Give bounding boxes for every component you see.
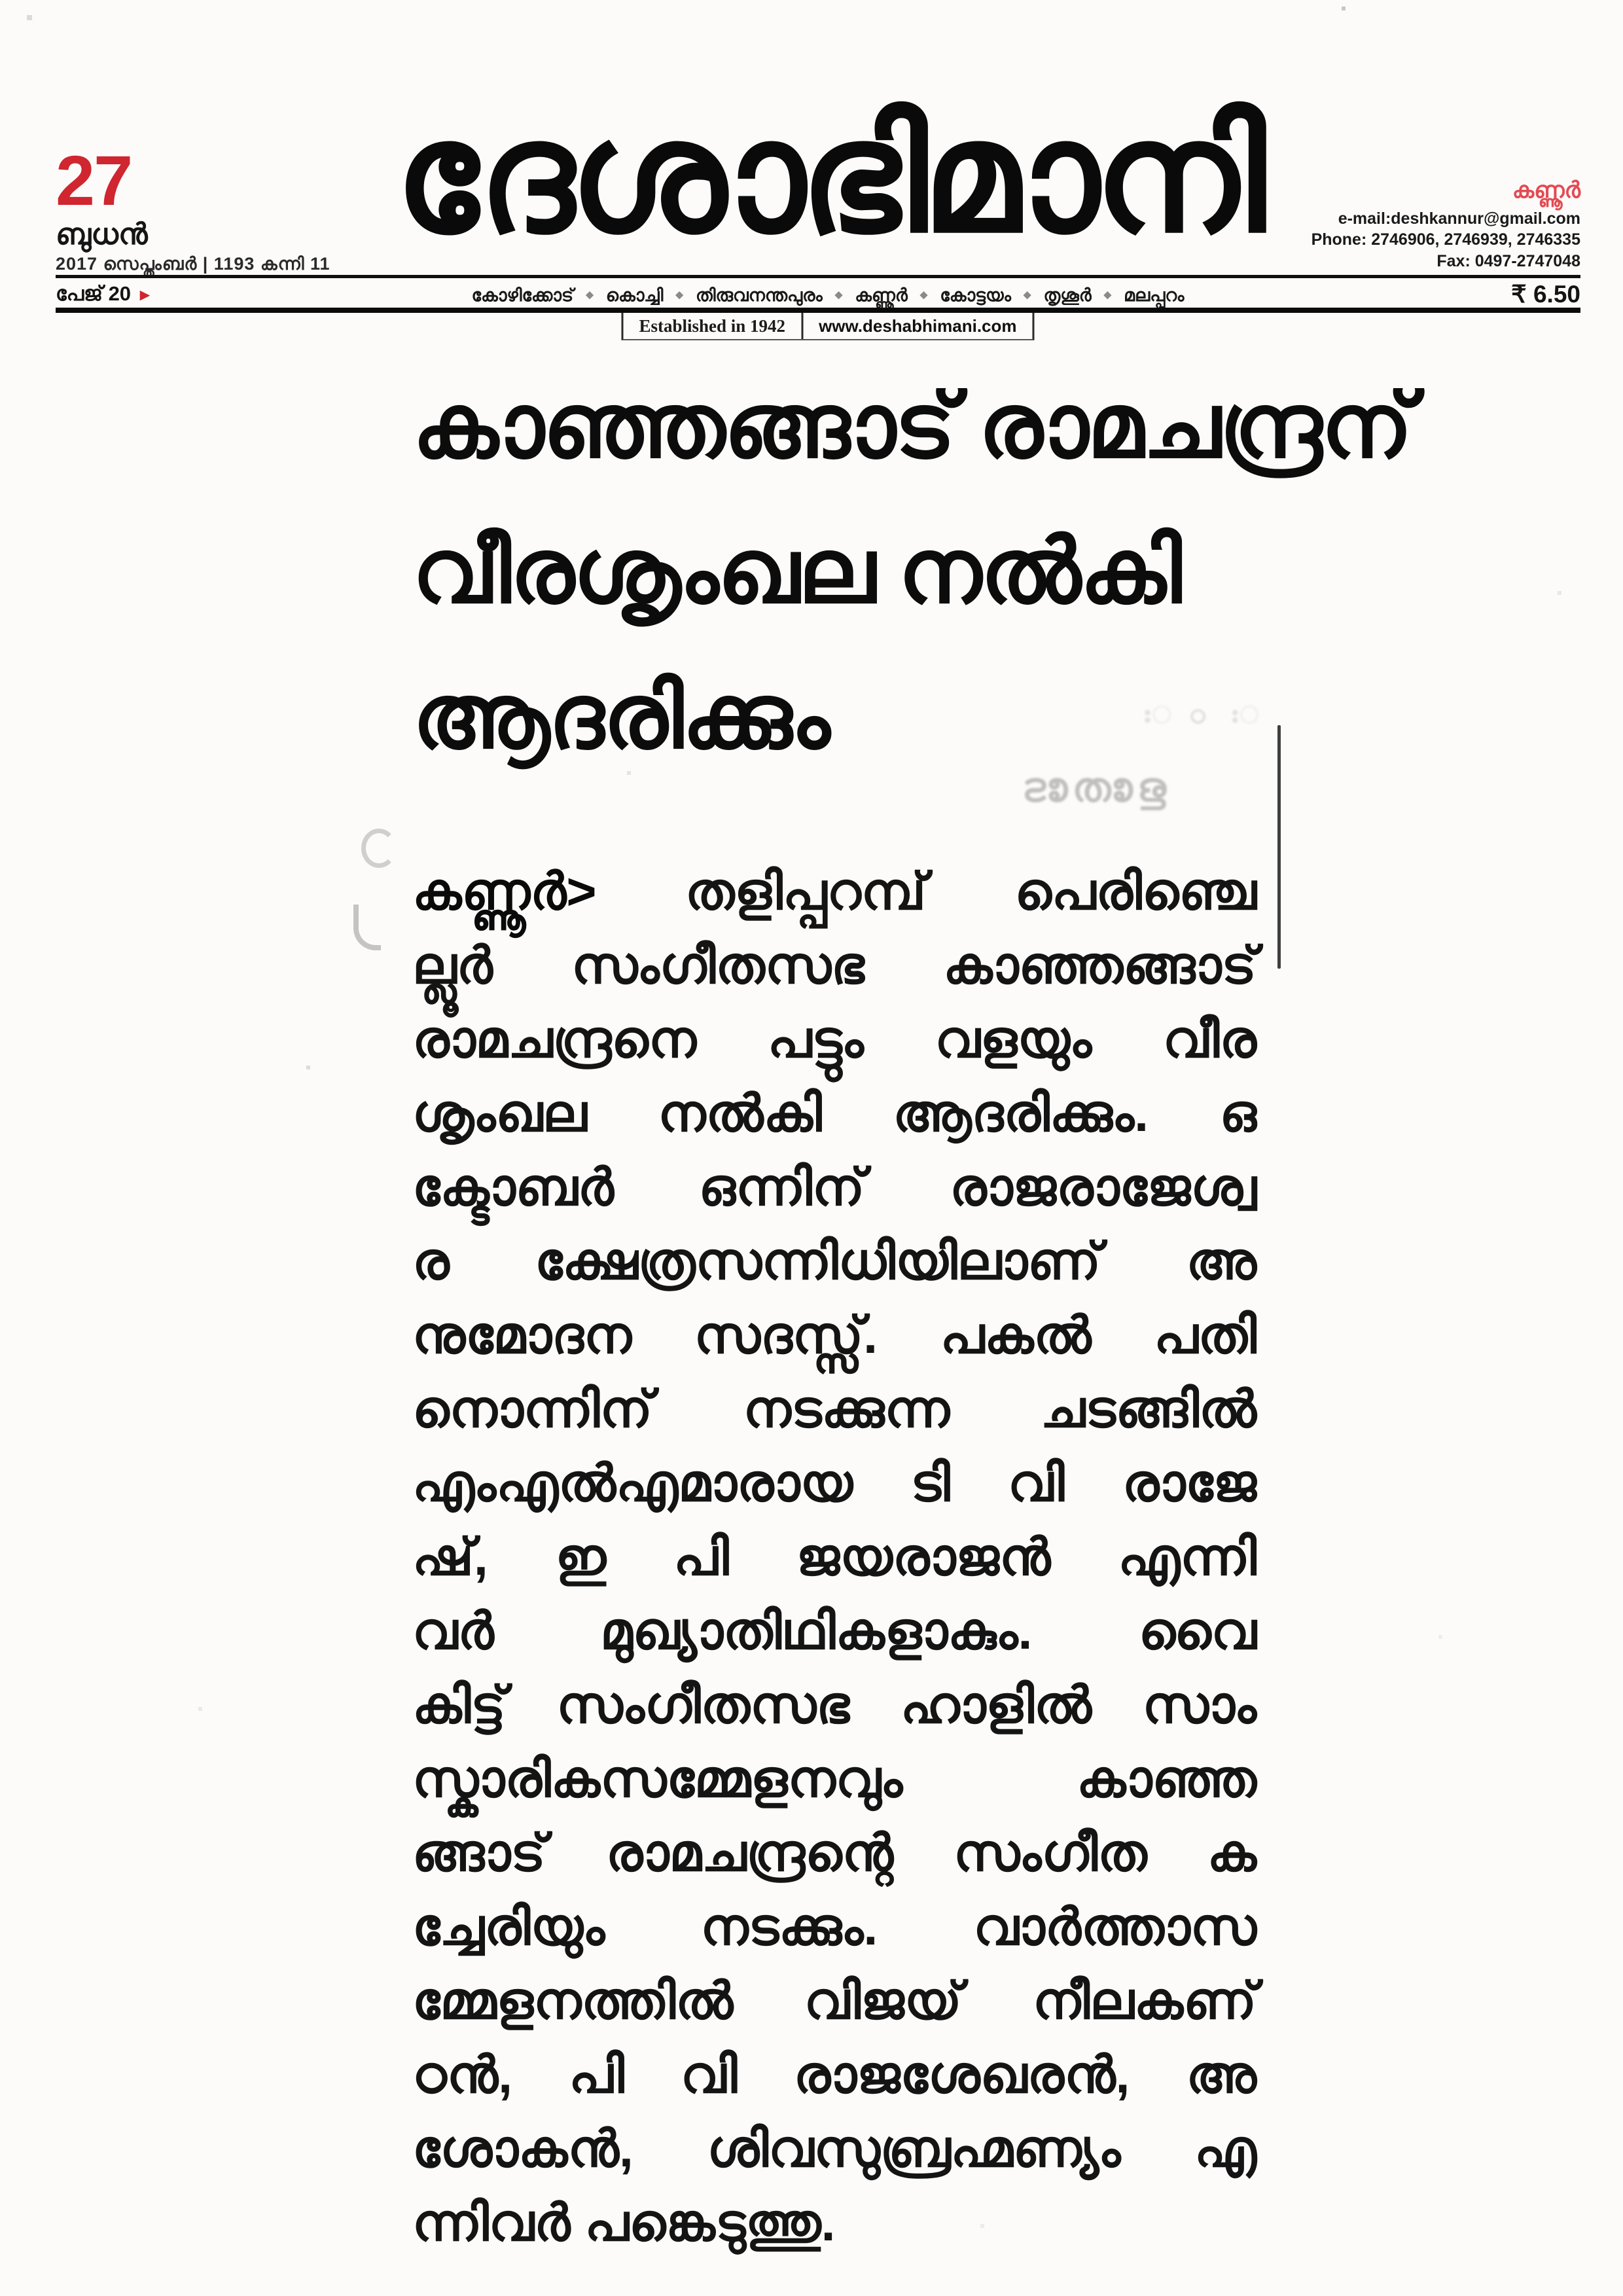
city-item: കൊച്ചി bbox=[605, 285, 664, 305]
dateline-label: കണ്ണൂർ> bbox=[412, 862, 597, 920]
body-line: ച്ചേരിയും നടക്കും. വാർത്താസ bbox=[412, 1897, 1257, 1956]
body-line: നുമോദന സദസ്സ്. പകൽ പതി bbox=[412, 1306, 1257, 1364]
established-label: Established in 1942 bbox=[623, 313, 803, 339]
date-day: 27 bbox=[56, 141, 132, 220]
body-line bbox=[412, 854, 1257, 928]
scan-specks-artifact bbox=[0, 0, 1, 1]
diamond-bullet-icon: ◆ bbox=[1103, 289, 1112, 300]
body-line: മ്മേളനത്തിൽ വിജയ് നീലകണ് bbox=[412, 1971, 1257, 2030]
article-body bbox=[412, 854, 1257, 2259]
headline-line: വീരശൃംഖല നൽകി bbox=[412, 521, 1181, 622]
contact-phone: Phone: 2746906, 2746939, 2746335 bbox=[1311, 230, 1580, 249]
page-number-text: പേജ് 20 bbox=[56, 282, 132, 305]
body-line: സ്കാരികസമ്മേളനവും കാഞ്ഞ bbox=[412, 1749, 1257, 1808]
body-line: ശോകൻ, ശിവസുബ്രഹ്മണ്യം എ bbox=[412, 2119, 1257, 2178]
date-detail-line: 2017 സെപ്തംബർ | 1193 കന്നി 11 bbox=[56, 254, 330, 274]
edition-label: കണ്ണൂർ bbox=[1512, 177, 1580, 203]
scan-column-line-artifact bbox=[1277, 725, 1281, 969]
body-line: കിട്ട് സംഗീതസഭ ഹാളിൽ സാം bbox=[412, 1676, 1257, 1734]
page-arrow-icon: ► bbox=[136, 285, 154, 304]
header-rule-top bbox=[56, 275, 1580, 278]
header-rule-bottom bbox=[56, 308, 1580, 313]
diamond-bullet-icon: ◆ bbox=[1023, 289, 1031, 300]
body-line: രാമചന്ദ്രനെ പട്ടും വളയും വീര bbox=[412, 1010, 1257, 1068]
body-line: ശൃംഖല നൽകി ആദരിക്കും. ഒ bbox=[412, 1084, 1257, 1142]
city-item: കണ്ണൂർ bbox=[855, 285, 908, 305]
city-item: മലപ്പുറം bbox=[1124, 285, 1185, 305]
body-line: ഷ്, ഇ പി ജയരാജൻ എന്നി bbox=[412, 1528, 1257, 1586]
established-box bbox=[621, 313, 1034, 340]
body-line: ല്ലൂർ സംഗീതസഭ കാഞ്ഞങ്ങാട് bbox=[412, 936, 1257, 994]
edition-cities-row bbox=[472, 285, 1185, 306]
scan-mark-artifact bbox=[353, 905, 381, 950]
contact-block bbox=[1311, 175, 1580, 272]
body-line: ക്ടോബർ ഒന്നിന് രാജരാജേശ്വ bbox=[412, 1158, 1257, 1216]
city-item: തിരുവനന്തപുരം bbox=[695, 285, 823, 305]
diamond-bullet-icon: ◆ bbox=[675, 289, 683, 300]
body-line: എംഎൽഎമാരായ ടി വി രാജേ bbox=[412, 1454, 1257, 1512]
body-line: ര ക്ഷേത്രസന്നിധിയിലാണ് അ bbox=[412, 1232, 1257, 1290]
bleedthrough-ghost-text: ളതേടേ bbox=[1021, 765, 1170, 810]
body-line: ന്നിവർ പങ്കെടുത്തു. bbox=[412, 2193, 836, 2251]
body-line: ഠൻ, പി വി രാജശേഖരൻ, അ bbox=[412, 2045, 1257, 2104]
body-line: നൊന്നിന് നടക്കുന്ന ചടങ്ങിൽ bbox=[412, 1380, 1257, 1438]
city-item: കോട്ടയം bbox=[940, 285, 1011, 305]
masthead-title: ദേശാഭിമാനി bbox=[395, 90, 1261, 264]
city-item: തൃശൂർ bbox=[1043, 285, 1092, 305]
body-line: ങ്ങാട് രാമചന്ദ്രന്റെ സംഗീത ക bbox=[412, 1823, 1257, 1882]
website-label: www.deshabhimani.com bbox=[819, 315, 1017, 336]
diamond-bullet-icon: ◆ bbox=[919, 289, 928, 300]
body-line: വർ മുഖ്യാതിഥികളാകും. വൈ bbox=[412, 1602, 1257, 1660]
headline-line: കാഞ്ഞങ്ങാട് രാമചന്ദ്രന് bbox=[412, 376, 1412, 476]
weekday-label: ബുധൻ bbox=[56, 217, 148, 251]
page-number-label bbox=[56, 282, 153, 306]
price-label: ₹ 6.50 bbox=[1511, 281, 1580, 308]
scan-mark-artifact bbox=[361, 829, 397, 868]
city-item: കോഴിക്കോട് bbox=[471, 285, 574, 305]
contact-fax: Fax: 0497-2747048 bbox=[1436, 251, 1580, 270]
contact-email: e-mail:deshkannur@gmail.com bbox=[1338, 209, 1580, 228]
headline-line: ആദരിക്കും bbox=[412, 666, 829, 767]
diamond-bullet-icon: ◆ bbox=[834, 289, 843, 300]
body-line-text: തളിപ്പറമ്പ് പെരിഞ്ചെ bbox=[685, 862, 1257, 920]
bleedthrough-scribble: ഃ ഠ ഃ bbox=[1135, 702, 1260, 729]
diamond-bullet-icon: ◆ bbox=[586, 289, 594, 300]
